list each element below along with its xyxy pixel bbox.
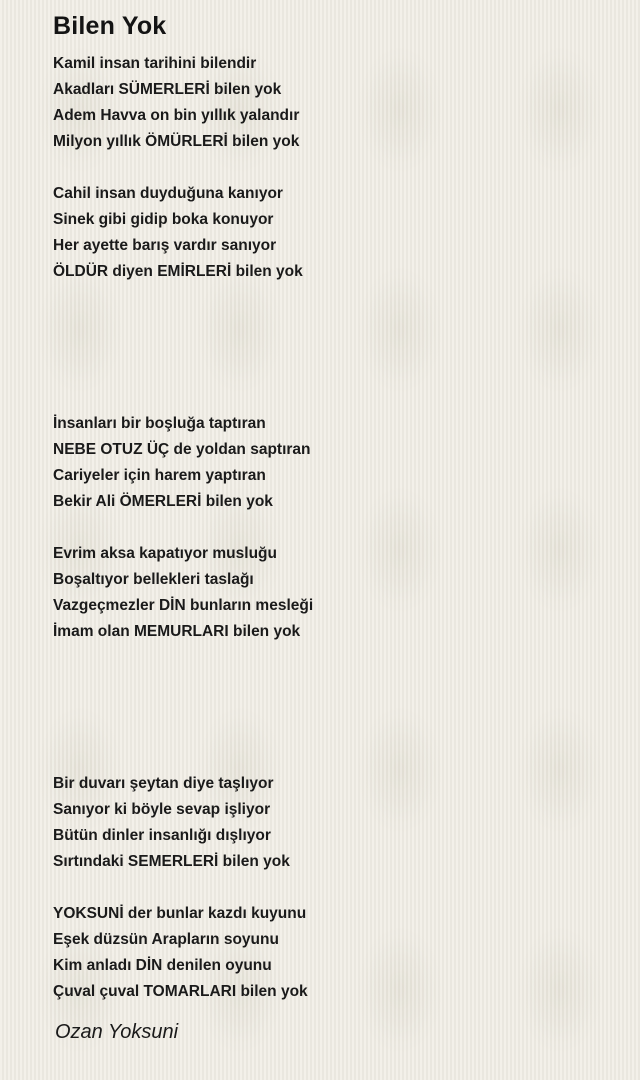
poem-title: Bilen Yok [53,12,167,40]
poem-line: Sırtındaki SEMERLERİ bilen yok [53,853,290,870]
poem-line: Cariyeler için harem yaptıran [53,467,266,484]
poem-line: Evrim aksa kapatıyor musluğu [53,545,277,562]
poem-line: YOKSUNİ der bunlar kazdı kuyunu [53,905,307,922]
poem-line: Bir duvarı şeytan diye taşlıyor [53,775,274,792]
poem-line: Adem Havva on bin yıllık yalandır [53,107,300,124]
poem-line: Çuval çuval TOMARLARI bilen yok [53,983,308,1000]
stanza-2 [53,181,613,285]
poem-line: İmam olan MEMURLARI bilen yok [53,623,301,640]
poem-line: ÖLDÜR diyen EMİRLERİ bilen yok [53,263,303,280]
stanza-6 [53,901,613,1005]
poem-line: Sanıyor ki böyle sevap işliyor [53,801,271,818]
poem-line: Vazgeçmezler DİN bunların mesleği [53,597,314,614]
poem-line: Bütün dinler insanlığı dışlıyor [53,827,271,844]
poem-line: Bekir Ali ÖMERLERİ bilen yok [53,493,273,510]
poem-line: Cahil insan duyduğuna kanıyor [53,185,283,202]
poem-line: Eşek düzsün Arapların soyunu [53,931,279,948]
poem-line: İnsanları bir boşluğa taptıran [53,415,266,432]
poem-line: Milyon yıllık ÖMÜRLERİ bilen yok [53,133,300,150]
poem-author: Ozan Yoksuni [55,1021,179,1043]
poem-line: Boşaltıyor bellekleri taslağı [53,571,254,588]
poem-line: Akadları SÜMERLERİ bilen yok [53,81,282,98]
stanza-3 [53,411,613,515]
poem-line: Kamil insan tarihini bilendir [53,55,257,72]
poem-line: Kim anladı DİN denilen oyunu [53,957,272,974]
poem-line: Sinek gibi gidip boka konuyor [53,211,274,228]
stanza-1 [53,51,613,155]
stanza-4 [53,541,613,645]
poem-line: Her ayette barış vardır sanıyor [53,237,277,254]
poem-line: NEBE OTUZ ÜÇ de yoldan saptıran [53,441,311,458]
stanza-5 [53,771,613,875]
